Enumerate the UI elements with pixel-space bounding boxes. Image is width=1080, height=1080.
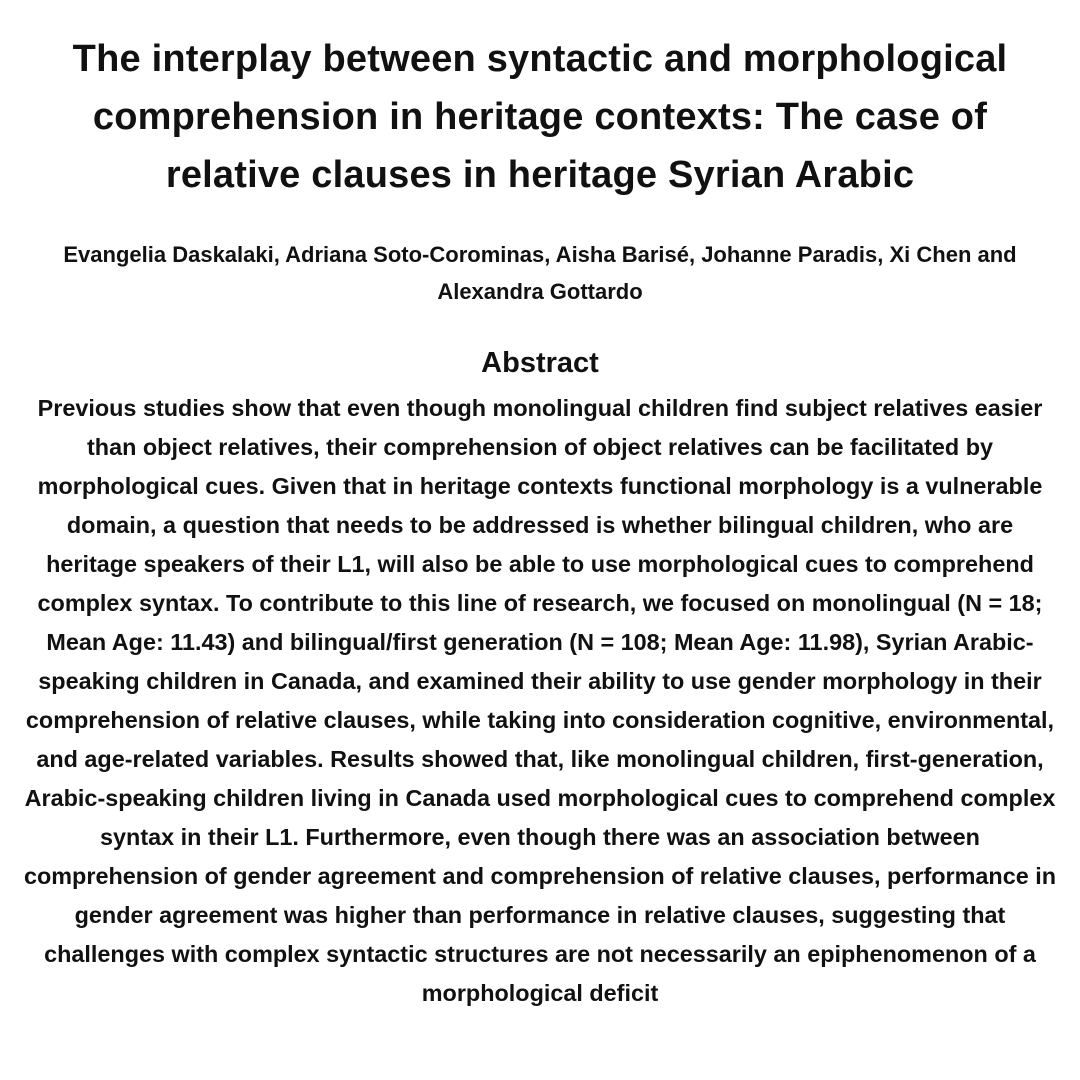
paper-title: The interplay between syntactic and morphological comprehension in heritage contexts: The case of relative clauses in heritage Syrian Arabic xyxy=(72,38,1008,196)
abstract-heading: Abstract xyxy=(481,347,599,379)
abstract-text: Previous studies show that even though monolingual children find subject relatives easier than object relatives, their comprehension of object relatives can be facilitated by morphological cues. Given that in heritage contexts functional morphology is a vulnerable domain, a question that needs to be addressed is whether bilingual children, who are heritage speakers of their L1, will also be able to use morphological cues to comprehend complex syntax. To contribute to this line of research, we focused on monolingual (N = 18; Mean Age: 11.43) and bilingual/first generation (N = 108; Mean Age: 11.98), Syrian Arabic-speaking children in Canada, and examined their ability to use gender morphology in their comprehension of relative clauses, while taking into consideration cognitive, environmental, and age-related variables. Results showed that, like monolingual children, first-generation, Arabic-speaking children living in Canada used morphological cues to comprehend complex syntax in their L1. Furthermore, even though there was an association between comprehension of gender agreement and comprehension of relative clauses, performance in gender agreement was higher than performance in relative clauses, suggesting that challenges with complex syntactic structures are not necessarily an epiphenomenon of a morphological deficit xyxy=(23,395,1057,1006)
author-list: Evangelia Daskalaki, Adriana Soto-Corominas, Aisha Barisé, Johanne Paradis, Xi Chen and Alexandra Gottardo xyxy=(63,242,1017,304)
